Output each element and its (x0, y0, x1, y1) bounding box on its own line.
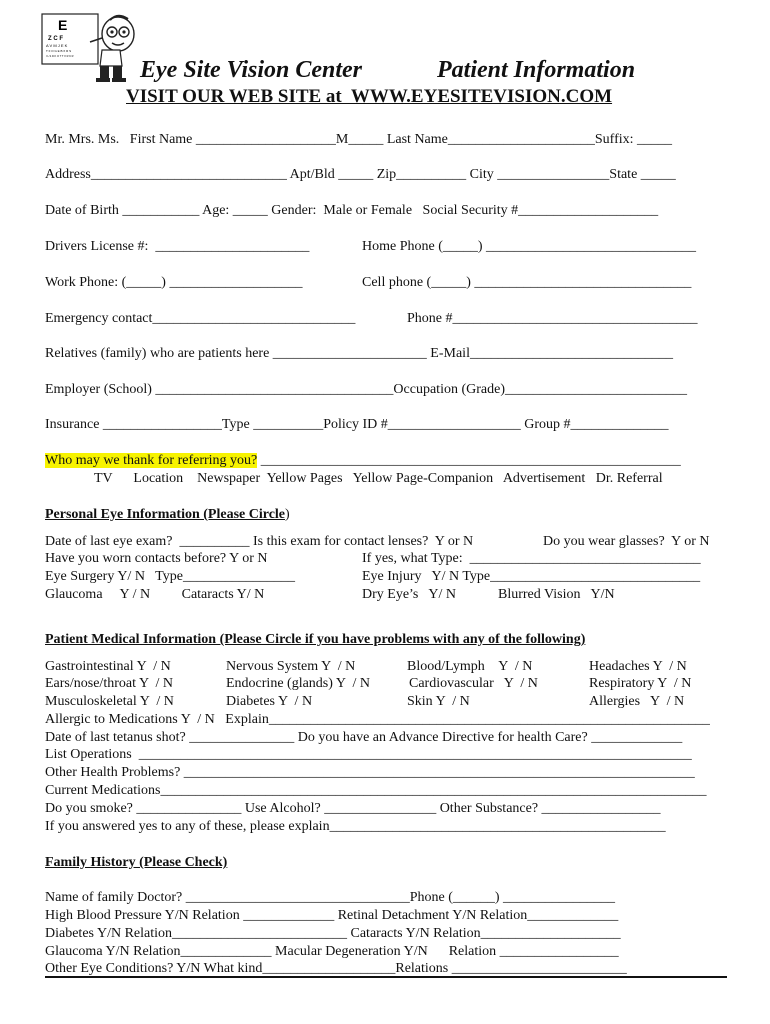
referral-question: Who may we thank for referring you? (45, 453, 258, 468)
logo-letter-e: E (58, 17, 68, 33)
other-health-problems-field[interactable]: Other Health Problems? _________________________________________________________________________ (45, 765, 695, 780)
smoke-alcohol-row[interactable]: Do you smoke? _______________ Use Alcohol? ________________ Other Substance? _________________ (45, 801, 661, 816)
cell-phone-field[interactable]: Cell phone (_____) _______________________________ (362, 275, 692, 290)
contact-type-field[interactable]: If yes, what Type: _________________________________ (362, 551, 701, 566)
bottom-rule (45, 976, 727, 978)
name-row[interactable]: Mr. Mrs. Ms. First Name ____________________M_____ Last Name_____________________Suffix: _____ (45, 132, 673, 147)
eye-injury-field[interactable]: Eye Injury Y/ N Type______________________________ (362, 569, 701, 584)
insurance-row[interactable]: Insurance _________________Type __________Policy ID #___________________ Group #______________ (45, 417, 669, 432)
nervous-system-item[interactable]: Nervous System Y / N (226, 659, 356, 674)
glaucoma-relation-row[interactable]: Glaucoma Y/N Relation_____________ Macular Degeneration Y/N Relation _________________ (45, 944, 619, 959)
eye-exam-row[interactable]: Date of last eye exam? __________ Is this exam for contact lenses? Y or N (45, 534, 474, 549)
family-history-heading: Family History (Please Check) (45, 855, 228, 870)
glaucoma-cataracts-row[interactable]: Glaucoma Y / N Cataracts Y/ N (45, 587, 265, 602)
musculoskeletal-item[interactable]: Musculoskeletal Y / N (45, 694, 174, 709)
current-medications-field[interactable]: Current Medications______________________________________________________________________________ (45, 783, 707, 798)
eye-chart-mascot-logo (40, 10, 140, 82)
employer-row[interactable]: Employer (School) __________________________________Occupation (Grade)__________________________ (45, 382, 687, 397)
explain-field[interactable]: If you answered yes to any of these, please explain________________________________________________ (45, 819, 666, 834)
form-title: Patient Information (437, 57, 636, 83)
clinic-name: Eye Site Vision Center (140, 57, 363, 83)
blood-pressure-row[interactable]: High Blood Pressure Y/N Relation _____________ Retinal Detachment Y/N Relation_____________ (45, 908, 619, 923)
dry-eye-question[interactable]: Dry Eye’s Y/ N (362, 587, 456, 602)
logo-row-3: A V M J E K (46, 43, 68, 48)
headaches-item[interactable]: Headaches Y / N (589, 659, 687, 674)
relatives-email-row[interactable]: Relatives (family) who are patients here ______________________ E-Mail_____________________________ (45, 346, 673, 361)
diabetes-item[interactable]: Diabetes Y / N (226, 694, 313, 709)
emergency-contact-field[interactable]: Emergency contact_____________________________ (45, 311, 356, 326)
referral-row[interactable] (45, 452, 681, 469)
endocrine-item[interactable]: Endocrine (glands) Y / N (226, 676, 370, 691)
work-phone-field[interactable]: Work Phone: (_____) ___________________ (45, 275, 303, 290)
medical-info-heading: Patient Medical Information (Please Circle if you have problems with any of the following) (45, 632, 586, 647)
glasses-question[interactable]: Do you wear glasses? Y or N (543, 534, 710, 549)
family-doctor-row[interactable]: Name of family Doctor? ________________________________Phone (______) ________________ (45, 890, 616, 905)
blurred-vision-question[interactable]: Blurred Vision Y/N (498, 587, 615, 602)
address-row[interactable]: Address____________________________ Apt/Bld _____ Zip__________ City ________________State _____ (45, 167, 676, 182)
ears-nose-throat-item[interactable]: Ears/nose/throat Y / N (45, 676, 174, 691)
gastrointestinal-item[interactable]: Gastrointestinal Y / N (45, 659, 171, 674)
logo-row-2: Z C F (48, 36, 63, 42)
cardiovascular-item[interactable]: Cardiovascular Y / N (409, 676, 538, 691)
logo-row-5: I L S D K O T T X R K R (46, 55, 74, 58)
eye-surgery-field[interactable]: Eye Surgery Y/ N Type________________ (45, 569, 295, 584)
allergic-medications-row[interactable]: Allergic to Medications Y / N Explain_______________________________________________________________ (45, 712, 710, 727)
drivers-license-field[interactable]: Drivers License #: ______________________ (45, 239, 310, 254)
respiratory-item[interactable]: Respiratory Y / N (589, 676, 692, 691)
home-phone-field[interactable]: Home Phone (_____) ______________________________ (362, 239, 697, 254)
contacts-before-question[interactable]: Have you worn contacts before? Y or N (45, 551, 268, 566)
skin-item[interactable]: Skin Y / N (407, 694, 470, 709)
allergies-item[interactable]: Allergies Y / N (589, 694, 685, 709)
blood-lymph-item[interactable]: Blood/Lymph Y / N (407, 659, 533, 674)
eye-info-heading: Personal Eye Information (Please Circle) (45, 507, 290, 522)
birth-row[interactable]: Date of Birth ___________ Age: _____ Gender: Male or Female Social Security #____________________ (45, 203, 659, 218)
other-eye-conditions-row[interactable]: Other Eye Conditions? Y/N What kind___________________Relations _________________________ (45, 961, 627, 976)
referral-options[interactable]: TV Location Newspaper Yellow Pages Yellow Page-Companion Advertisement Dr. Referral (94, 471, 663, 486)
website-line: VISIT OUR WEB SITE at WWW.EYESITEVISION.COM (126, 86, 613, 107)
logo-row-4: T F O G E B X R S (46, 49, 72, 53)
operations-field[interactable]: List Operations _______________________________________________________________________________ (45, 747, 692, 762)
eye-info-heading-text: Personal Eye Information (Please Circle (45, 507, 286, 522)
diabetes-relation-row[interactable]: Diabetes Y/N Relation_________________________ Cataracts Y/N Relation____________________ (45, 926, 621, 941)
emergency-phone-field[interactable]: Phone #___________________________________ (407, 311, 698, 326)
referral-line[interactable]: ____________________________________________________________ (257, 453, 681, 468)
tetanus-directive-row[interactable]: Date of last tetanus shot? _______________ Do you have an Advance Directive for health Care? _____________ (45, 730, 683, 745)
